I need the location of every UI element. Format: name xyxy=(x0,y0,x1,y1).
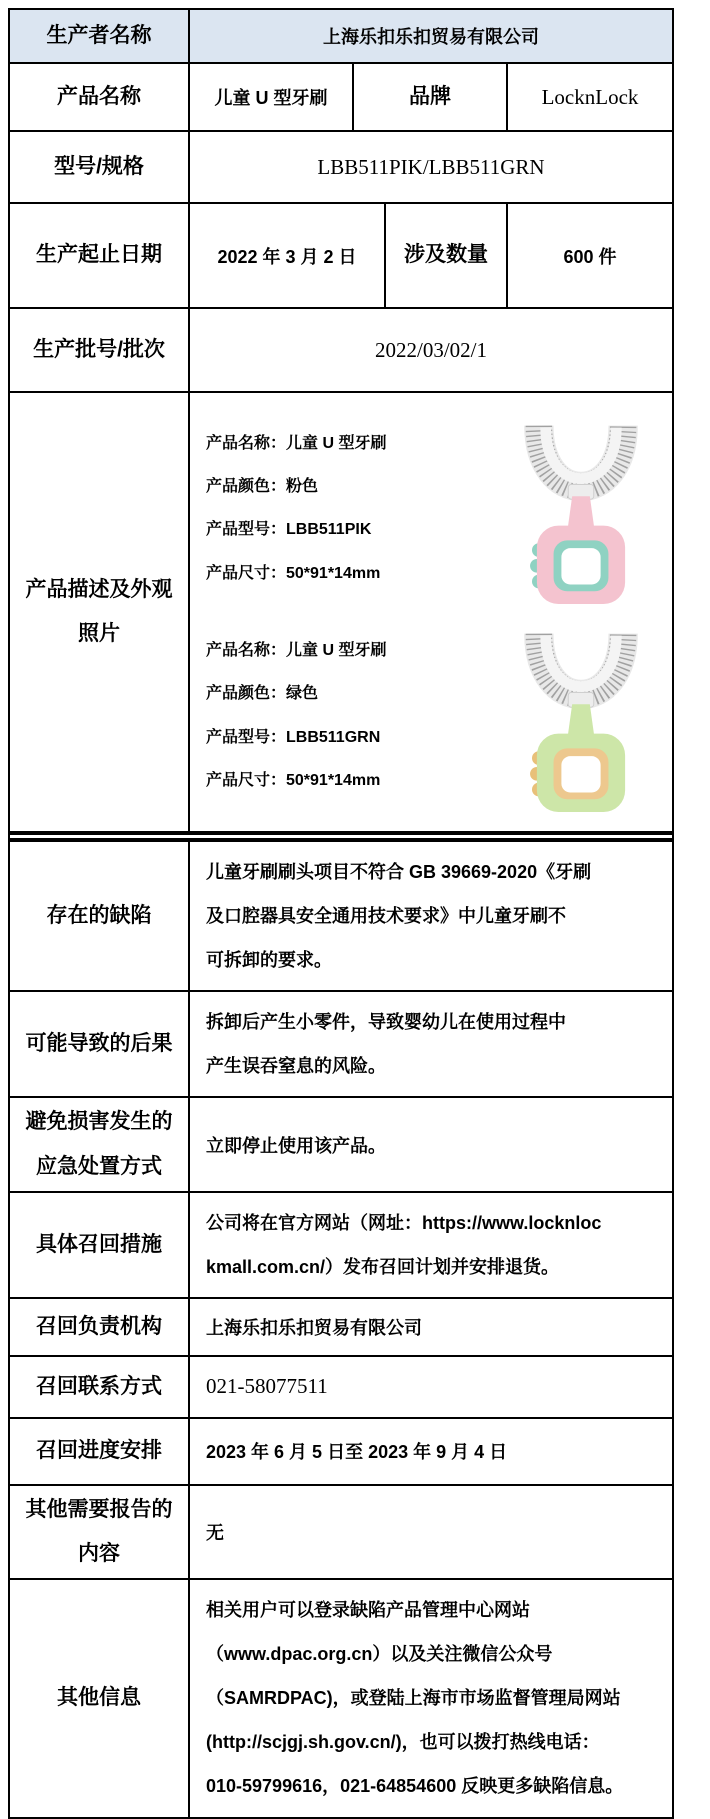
green-product-size: 产品尺寸：50*91*14mm xyxy=(206,771,381,789)
producer-label: 生产者名称 xyxy=(10,10,190,62)
measures-label: 具体召回措施 xyxy=(10,1193,190,1297)
measures-line: 公司将在官方网站（网址：https://www.locknloc xyxy=(206,1212,602,1233)
pink-product-name: 产品名称：儿童 U 型牙刷 xyxy=(206,434,387,452)
green-product-color: 产品颜色：绿色 xyxy=(206,685,319,703)
contact-value: 021-58077511 xyxy=(206,1374,328,1399)
producer-value: 上海乐扣乐扣贸易有限公司 xyxy=(323,27,539,47)
row-agency xyxy=(10,1299,672,1357)
description-label xyxy=(10,393,190,831)
quantity-value: 600 件 xyxy=(563,246,617,267)
defect-line: 儿童牙刷刷头项目不符合 GB 39669-2020《牙刷 xyxy=(206,862,592,882)
batch-value: 2022/03/02/1 xyxy=(374,337,487,362)
other-info-line: 相关用户可以登录缺陷产品管理中心网站 xyxy=(206,1600,530,1621)
row-schedule xyxy=(10,1419,672,1486)
row-defect xyxy=(10,842,672,992)
other-info-line: (http://scjgj.sh.gov.cn/)，也可以拨打热线电话： xyxy=(206,1732,600,1753)
emergency-label xyxy=(10,1098,190,1190)
other-info-value xyxy=(190,1580,672,1816)
batch-label: 生产批号/批次 xyxy=(10,309,190,391)
recall-table xyxy=(8,8,674,1819)
pink-toothbrush-image xyxy=(493,410,668,606)
agency-label: 召回负责机构 xyxy=(10,1299,190,1355)
brand-value: LocknLock xyxy=(541,84,639,109)
description-content xyxy=(190,393,672,831)
emergency-label-line2: 应急处置方式 xyxy=(36,1154,162,1178)
product-name-value: 儿童 U 型牙刷 xyxy=(190,64,354,130)
other-report-label xyxy=(10,1486,190,1578)
green-product-name: 产品名称：儿童 U 型牙刷 xyxy=(206,642,387,660)
consequence-line: 拆卸后产生小零件，导致婴幼儿在使用过程中 xyxy=(206,1012,566,1033)
pink-product-color: 产品颜色：粉色 xyxy=(206,478,319,496)
row-producer xyxy=(10,10,672,64)
description-label-line2: 照片 xyxy=(78,622,120,645)
brand-label: 品牌 xyxy=(354,64,508,130)
section-divider xyxy=(10,833,672,842)
row-consequence xyxy=(10,992,672,1098)
other-info-line: （www.dpac.org.cn）以及关注微信公众号 xyxy=(206,1644,553,1665)
row-batch xyxy=(10,309,672,393)
green-toothbrush-image xyxy=(493,618,668,814)
row-product-name xyxy=(10,64,672,132)
measures-line: kmall.com.cn/）发布召回计划并安排退货。 xyxy=(206,1256,560,1277)
description-label-line1: 产品描述及外观 xyxy=(25,577,173,601)
schedule-label: 召回进度安排 xyxy=(10,1419,190,1484)
other-info-line: （SAMRDPAC)，或登陆上海市市场监督管理局网站 xyxy=(206,1688,621,1709)
contact-label: 召回联系方式 xyxy=(10,1357,190,1417)
green-product-specs xyxy=(206,629,493,802)
defect-value xyxy=(190,842,672,990)
emergency-value: 立即停止使用该产品。 xyxy=(206,1135,386,1156)
row-model-spec xyxy=(10,132,672,204)
pink-product-model: 产品型号：LBB511PIK xyxy=(206,521,372,539)
consequence-value xyxy=(190,992,672,1096)
other-report-value: 无 xyxy=(206,1522,224,1543)
consequence-label: 可能导致的后果 xyxy=(10,992,190,1096)
defect-label: 存在的缺陷 xyxy=(10,842,190,990)
row-description xyxy=(10,393,672,833)
model-spec-value: LBB511PIK/LBB511GRN xyxy=(317,154,545,179)
row-production-dates xyxy=(10,204,672,309)
production-dates-label: 生产起止日期 xyxy=(10,204,190,307)
defect-line: 可拆卸的要求。 xyxy=(206,950,332,971)
product-block-pink xyxy=(206,410,668,606)
other-report-label-line2: 内容 xyxy=(78,1541,120,1565)
pink-product-size: 产品尺寸：50*91*14mm xyxy=(206,564,381,582)
other-report-label-line1: 其他需要报告的 xyxy=(25,1497,173,1521)
defect-line: 及口腔器具安全通用技术要求》中儿童牙刷不 xyxy=(206,906,566,927)
green-product-model: 产品型号：LBB511GRN xyxy=(206,728,381,746)
quantity-label: 涉及数量 xyxy=(386,204,508,307)
row-measures xyxy=(10,1193,672,1299)
product-block-green xyxy=(206,618,668,814)
schedule-value: 2023 年 6 月 5 日至 2023 年 9 月 4 日 xyxy=(206,1442,508,1463)
row-other-report xyxy=(10,1486,672,1580)
row-contact xyxy=(10,1357,672,1419)
agency-value: 上海乐扣乐扣贸易有限公司 xyxy=(206,1317,422,1338)
model-spec-label: 型号/规格 xyxy=(10,132,190,202)
consequence-line: 产生误吞窒息的风险。 xyxy=(206,1056,386,1077)
measures-value xyxy=(190,1193,672,1297)
emergency-label-line1: 避免损害发生的 xyxy=(25,1110,173,1134)
production-dates-value: 2022 年 3 月 2 日 xyxy=(190,204,386,307)
product-name-label: 产品名称 xyxy=(10,64,190,130)
other-info-line: 010-59799616，021-64854600 反映更多缺陷信息。 xyxy=(206,1776,624,1797)
pink-product-specs xyxy=(206,422,493,595)
other-info-label: 其他信息 xyxy=(10,1580,190,1816)
recall-notice-page xyxy=(0,8,710,1797)
row-other-info xyxy=(10,1580,672,1816)
row-emergency xyxy=(10,1098,672,1192)
